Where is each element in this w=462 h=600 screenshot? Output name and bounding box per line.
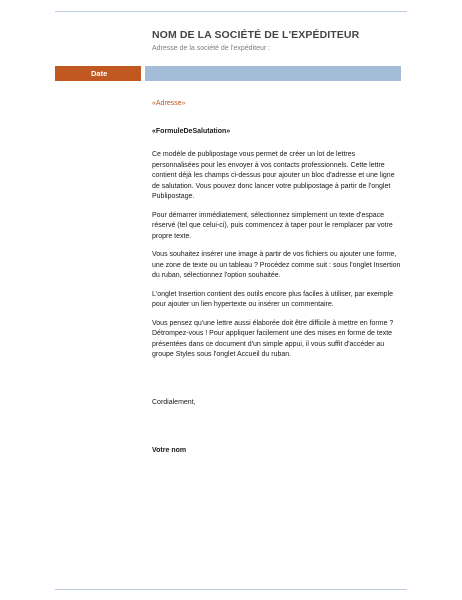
body-paragraph[interactable]: Vous pensez qu'une lettre aussi élaborée doit être difficile à mettre en forme ? Détrompez-vous ! Pour appliquer facilement une des mises en forme de texte présentées dans ce document d'un simple appui, il vous suffit d'accéder au groupe Styles sous l'onglet Accueil du ruban.	[152, 319, 394, 358]
company-address: Adresse de la société de l'expéditeur :	[152, 45, 271, 52]
address-merge-field[interactable]: «Adresse»	[152, 100, 186, 107]
body-paragraph[interactable]: Vous souhaitez insérer une image à partir de vos fichiers ou ajouter une forme, une zone de texte ou un tableau ? Procédez comme suit : sous l'onglet Insertion du ruban, sélectionnez l'option souhaitée.	[152, 251, 401, 279]
signature-name[interactable]: Votre nom	[152, 447, 187, 454]
date-band	[55, 66, 141, 81]
letter-body	[152, 99, 402, 457]
bottom-rule	[55, 589, 407, 590]
closing[interactable]: Cordialement,	[152, 398, 196, 406]
body-paragraph[interactable]: Ce modèle de publipostage vous permet de créer un lot de lettres personnalisées pour les envoyer à vos contacts professionnels. Cette lettre contient déjà les champs ci-dessus pour ajouter un bloc d'adresse et une ligne de salutation. Vous pouvez donc lancer votre publipostage à partir de l'onglet Publipostage.	[152, 151, 395, 200]
date-label[interactable]: Date	[91, 69, 108, 78]
body-paragraph[interactable]: L'onglet Insertion contient des outils encore plus faciles à utiliser, par exemple pour ajouter un lien hypertexte ou insérer un commentaire.	[152, 290, 394, 308]
header-band	[145, 66, 401, 81]
salutation-merge-field[interactable]: «FormuleDeSalutation»	[152, 127, 231, 135]
company-name: NOM DE LA SOCIÉTÉ DE L'EXPÉDITEUR	[152, 29, 360, 41]
top-rule	[55, 11, 407, 12]
body-paragraph[interactable]: Pour démarrer immédiatement, sélectionnez simplement un texte d'espace réservé (tel que celui-ci), puis commencez à taper pour le remplacer par votre propre texte.	[152, 211, 393, 240]
